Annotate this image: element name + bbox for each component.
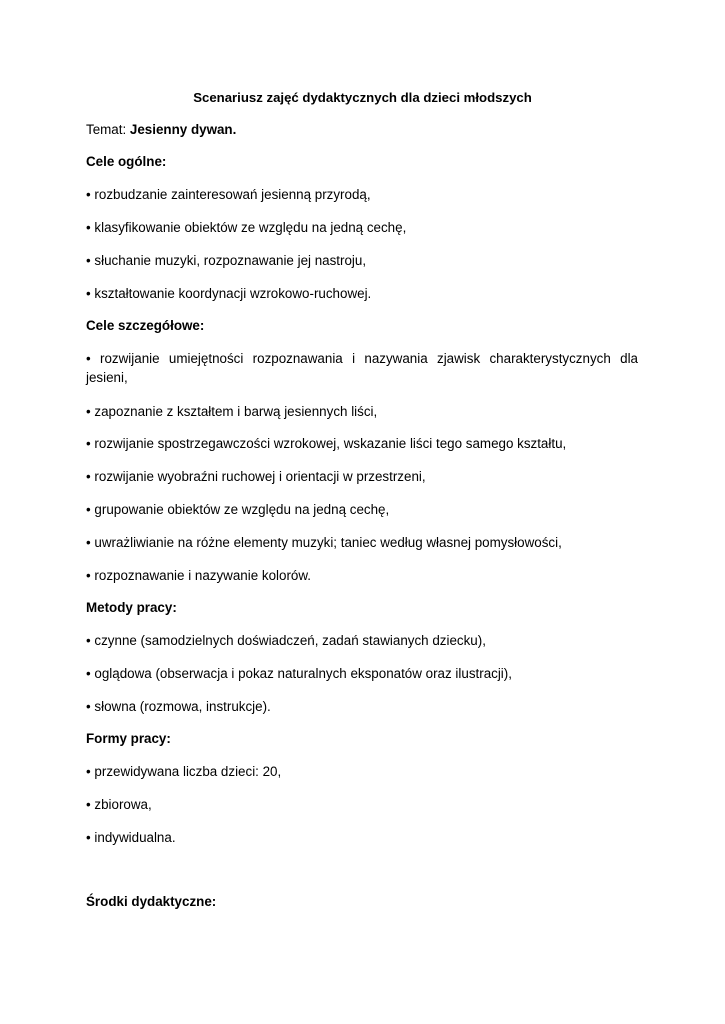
specific-goal-item: • rozwijanie spostrzegawczości wzrokowej, wskazanie liści tego samego kształtu, bbox=[86, 436, 567, 451]
document-title: Scenariusz zajęć dydaktycznych dla dzieci młodszych bbox=[193, 90, 532, 105]
specific-goal-item-first-line: • rozwijanie umiejętności rozpoznawania i nazywania zjawisk charakterystycznych dla bbox=[86, 351, 638, 366]
form-item: • zbiorowa, bbox=[86, 797, 152, 812]
general-goal-item: • słuchanie muzyki, rozpoznawanie jej nastroju, bbox=[86, 253, 367, 268]
topic-value: Jesienny dywan. bbox=[129, 122, 237, 137]
form-item: • indywidualna. bbox=[86, 830, 176, 845]
form-item: • przewidywana liczba dzieci: 20, bbox=[86, 764, 282, 779]
topic-line bbox=[86, 121, 638, 138]
general-goal-item: • klasyfikowanie obiektów ze względu na jedną cechę, bbox=[86, 220, 407, 235]
general-goals-heading: Cele ogólne: bbox=[86, 154, 167, 169]
specific-goal-item: • rozpoznawanie i nazywanie kolorów. bbox=[86, 568, 312, 583]
method-item: • oglądowa (obserwacja i pokaz naturalnych eksponatów oraz ilustracji), bbox=[86, 666, 512, 681]
general-goal-item: • kształtowanie koordynacji wzrokowo-ruchowej. bbox=[86, 286, 372, 301]
specific-goal-item: • zapoznanie z kształtem i barwą jesiennych liści, bbox=[86, 404, 378, 419]
general-goal-item: • rozbudzanie zainteresowań jesienną przyrodą, bbox=[86, 187, 371, 202]
specific-goal-item: • rozwijanie wyobraźni ruchowej i orientacji w przestrzeni, bbox=[86, 469, 426, 484]
topic-label: Temat: bbox=[86, 122, 130, 137]
specific-goal-item-continuation: jesieni, bbox=[86, 370, 128, 385]
specific-goal-item: • uwrażliwianie na różne elementy muzyki; taniec według własnej pomysłowości, bbox=[86, 535, 562, 550]
method-item: • słowna (rozmowa, instrukcje). bbox=[86, 699, 271, 714]
forms-heading: Formy pracy: bbox=[86, 731, 171, 746]
methods-heading: Metody pracy: bbox=[86, 600, 177, 615]
method-item: • czynne (samodzielnych doświadczeń, zadań stawianych dziecku), bbox=[86, 633, 486, 648]
specific-goals-heading: Cele szczegółowe: bbox=[86, 318, 205, 333]
specific-goal-item: • grupowanie obiektów ze względu na jedną cechę, bbox=[86, 502, 390, 517]
teaching-aids-heading: Środki dydaktyczne: bbox=[86, 894, 217, 909]
